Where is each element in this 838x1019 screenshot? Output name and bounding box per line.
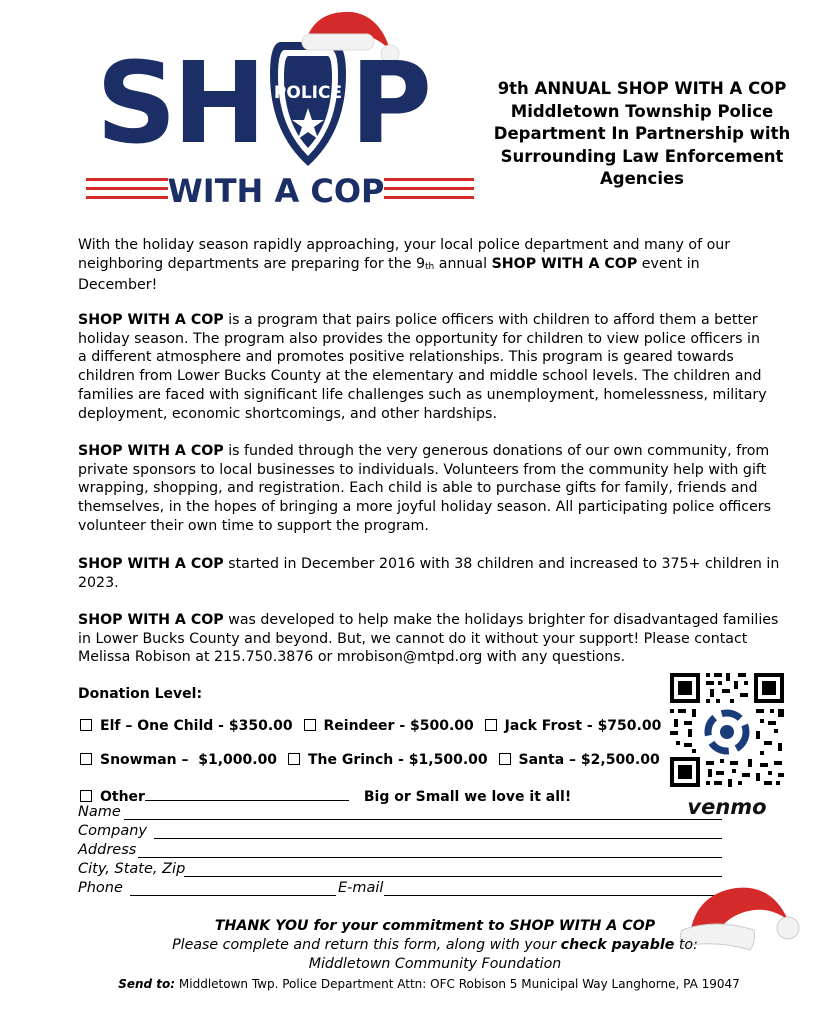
city-state-zip-label: City, State, Zip	[78, 861, 186, 877]
text-line: volunteer their own time to support the program.	[78, 517, 429, 534]
checkbox[interactable]	[485, 719, 497, 731]
checkbox[interactable]	[304, 719, 316, 731]
badge-text: POLICE	[273, 83, 343, 103]
donation-row-2	[80, 752, 666, 768]
donation-row-1	[80, 718, 667, 734]
text-line: neighboring departments are preparing for the 9th annual SHOP WITH A COP event in	[78, 255, 700, 272]
text-line: holiday season. The program also provides the opportunity for children to view police officers in	[78, 330, 760, 347]
checkbox[interactable]	[288, 753, 300, 765]
email-field[interactable]	[384, 895, 722, 896]
police-badge-icon	[270, 42, 346, 166]
address-field[interactable]	[138, 857, 722, 858]
text-line: wrapping, shopping, and registration. Each child is able to purchase gifts for family, friends and	[78, 480, 758, 497]
history-paragraph	[78, 555, 796, 592]
donation-option-snowman[interactable]: Snowman – $1,000.00	[80, 752, 277, 768]
name-label: Name	[78, 804, 121, 820]
text-line: families are faced with significant life challenges such as unemployment, homelessness, military	[78, 386, 767, 403]
contact-paragraph	[78, 611, 796, 667]
payee-text: Middletown Community Foundation	[308, 956, 562, 972]
donation-option-jack-frost[interactable]: Jack Frost - $750.00	[485, 718, 662, 734]
donation-option-santa[interactable]: Santa – $2,500.00	[499, 752, 660, 768]
text-line: With the holiday season rapidly approaching, your local police department and many of our	[78, 237, 731, 253]
phone-field[interactable]	[130, 895, 336, 896]
donation-option-reindeer[interactable]: Reindeer - $500.00	[304, 718, 474, 734]
checkbox[interactable]	[80, 753, 92, 765]
donation-heading: Donation Level:	[78, 686, 203, 702]
text-line: Melissa Robison at 215.750.3876 or mrobison@mtpd.org with any questions.	[78, 649, 626, 666]
venmo-label: venmo	[687, 795, 767, 819]
city-state-zip-field[interactable]	[184, 876, 722, 877]
text-line: in Lower Bucks County and beyond. But, we cannot do it without your support! Please contact	[78, 630, 748, 647]
text-line: deployment, economic shortcomings, and other hardships.	[78, 405, 497, 422]
other-note: Big or Small we love it all!	[363, 789, 572, 805]
checkbox[interactable]	[499, 753, 511, 765]
header-line: Department In Partnership with	[493, 124, 791, 143]
venmo-qr-code[interactable]	[664, 669, 790, 819]
text-line: SHOP WITH A COP is funded through the very generous donations of our own community, from	[78, 443, 770, 459]
qr-code-icon	[664, 669, 790, 819]
shop-with-a-cop-logo	[84, 4, 484, 216]
checkbox[interactable]	[80, 719, 92, 731]
header-line: Agencies	[600, 169, 684, 188]
text-line: SHOP WITH A COP was developed to help make the holidays brighter for disadvantaged families	[78, 612, 779, 628]
text-line: December!	[78, 277, 158, 294]
text-line: private sponsors to local businesses to individuals. Volunteers from the community help with gift	[78, 461, 767, 478]
send-to-text: Send to: Middletown Twp. Police Department Attn: OFC Robison 5 Municipal Way Langhorne, PA 19047	[118, 977, 740, 991]
logo-subtitle: WITH A COP	[167, 172, 385, 210]
checkbox[interactable]	[80, 790, 92, 802]
header-line: Middletown Township Police	[510, 101, 774, 121]
company-label: Company	[78, 823, 147, 839]
phone-label: Phone	[78, 880, 123, 896]
text-line: SHOP WITH A COP is a program that pairs police officers with children to afford them a better	[78, 312, 758, 328]
donation-option-grinch[interactable]: The Grinch - $1,500.00	[288, 752, 488, 768]
thank-you-text: THANK YOU for your commitment to SHOP WITH A COP	[214, 918, 656, 934]
text-line: themselves, in the hopes of bringing a more joyful holiday season. All participating police officers	[78, 499, 771, 516]
email-label: E-mail	[338, 880, 384, 896]
instructions-text: Please complete and return this form, along with your check payable to:	[172, 937, 698, 953]
header-line: Surrounding Law Enforcement	[500, 146, 784, 166]
text-line: a different atmosphere and promotes positive relationships. This program is geared towards	[78, 349, 734, 366]
address-label: Address	[78, 842, 137, 858]
header-line: 9th ANNUAL SHOP WITH A COP	[497, 79, 787, 98]
donation-option-other[interactable]: Other	[80, 786, 349, 805]
name-field[interactable]	[124, 819, 722, 820]
text-line: children from Lower Bucks County at the elementary and middle school levels. The children and	[78, 368, 762, 385]
logo-shop-left: SH	[96, 39, 263, 169]
donation-option-elf[interactable]: Elf – One Child - $350.00	[80, 718, 293, 734]
text-line: SHOP WITH A COP started in December 2016 with 38 children and increased to 375+ children in	[78, 556, 780, 572]
event-header	[492, 78, 792, 191]
company-field[interactable]	[154, 838, 722, 839]
logo-shop-right: P	[350, 39, 433, 169]
funding-paragraph	[78, 442, 796, 536]
intro-paragraph	[78, 236, 796, 295]
other-amount-line[interactable]	[145, 786, 349, 801]
program-paragraph	[78, 311, 796, 423]
donation-row-3	[80, 786, 571, 805]
text-line: 2023.	[78, 574, 119, 591]
